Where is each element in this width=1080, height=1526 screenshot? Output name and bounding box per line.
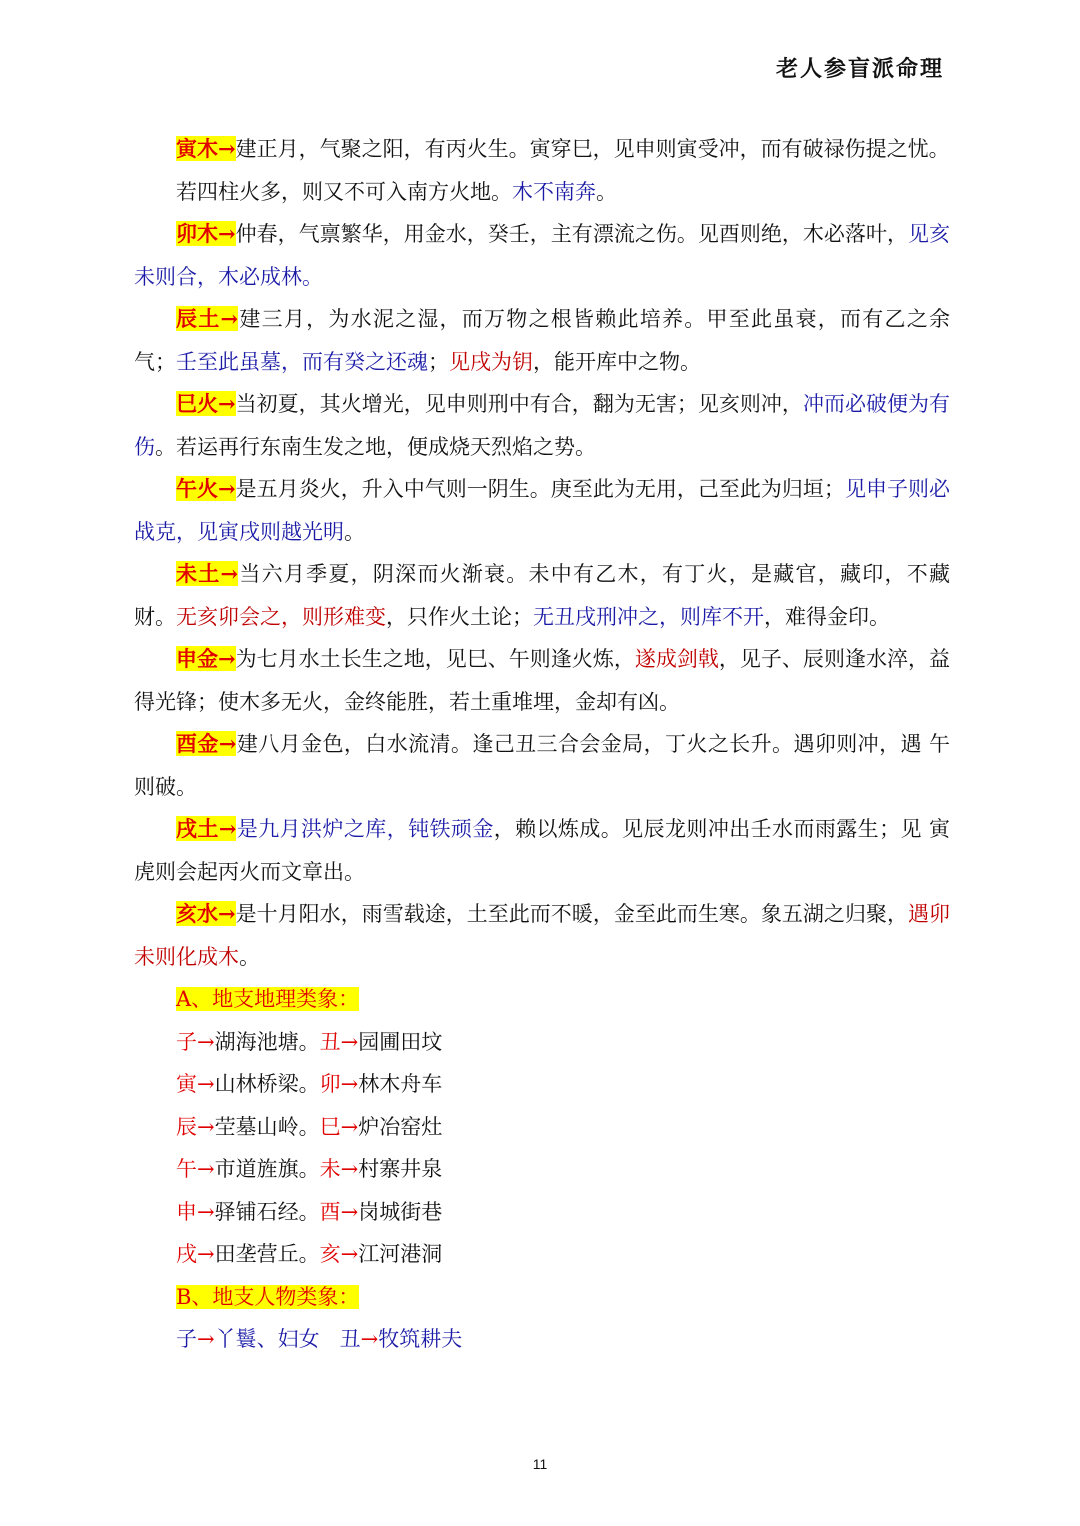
paragraph-text: 建八月金色，白水流清。逢己丑三合会金局，丁火之长升。遇卯则冲，遇 午则破。 bbox=[134, 732, 950, 799]
branch-value: 林木舟车 bbox=[358, 1072, 443, 1096]
blue-emphasis: 是九月洪炉之库，钝铁顽金 bbox=[236, 817, 494, 841]
blue-emphasis: 见亥未则合，木必成林。 bbox=[134, 222, 950, 289]
arrow-icon: → bbox=[340, 1114, 359, 1139]
arrow-icon: → bbox=[197, 1114, 215, 1139]
term-label: 戌土→ bbox=[176, 816, 237, 841]
paragraph-text-end: 。若运再行东南生发之地，便成烧天烈焰之势。 bbox=[155, 434, 596, 459]
term-label: 申金→ bbox=[176, 646, 236, 671]
blue-emphasis: 见申子则必战克，见寅戌则越光明 bbox=[134, 477, 950, 544]
branch-term: 子 bbox=[176, 1029, 197, 1054]
paragraph-text-end: ，见子、辰则逢水淬，益得光锋；使木多无火，金终能胜，若土重堆埋，金却有凶。 bbox=[134, 647, 950, 714]
branch-term: 亥 bbox=[319, 1242, 341, 1266]
branch-term: 丑 bbox=[319, 1029, 341, 1054]
section-b-list-item bbox=[134, 1318, 950, 1361]
blue-emphasis: 无丑戌刑冲之，则库不开 bbox=[533, 604, 764, 629]
arrow-icon: → bbox=[197, 1327, 215, 1351]
paragraph-text-end: ，难得金印。 bbox=[764, 604, 890, 629]
branch-value: 茔墓山岭。 bbox=[214, 1114, 320, 1139]
paragraph-text-end: ，赖以炼成。见辰龙则冲出壬水而雨露生；见 寅虎则会起丙火而文章出。 bbox=[134, 817, 950, 884]
paragraph-text: 当初夏，其火增光，见申则刑中有合，翻为无害；见亥则冲， bbox=[235, 392, 803, 416]
arrow-icon: → bbox=[340, 1029, 359, 1054]
branch-term: 未 bbox=[319, 1157, 341, 1181]
branch-value: 市道旌旗。 bbox=[214, 1157, 320, 1181]
arrow-icon: → bbox=[197, 1157, 215, 1181]
arrow-icon: → bbox=[340, 1072, 359, 1096]
list-item bbox=[134, 1021, 950, 1064]
term-label: 卯木→ bbox=[176, 221, 236, 246]
paragraph-text-end: 。 bbox=[596, 179, 617, 204]
document-header-title: 老人参盲派命理 bbox=[775, 56, 944, 82]
term-label: 寅木→ bbox=[176, 136, 236, 161]
arrow-icon: → bbox=[197, 1242, 215, 1266]
paragraph-text-end: ，能开库中之物。 bbox=[533, 349, 701, 374]
branch-value: 岗城街巷 bbox=[358, 1199, 443, 1224]
term-label: 未土→ bbox=[176, 561, 239, 586]
branch-value: 湖海池塘。 bbox=[214, 1029, 320, 1054]
section-b-heading: B、地支人物类象： bbox=[176, 1284, 360, 1309]
paragraph-si-fire bbox=[134, 383, 950, 468]
arrow-icon: → bbox=[360, 1327, 379, 1351]
paragraph-yin-wood-note bbox=[134, 171, 950, 214]
branch-value: 牧筑耕夫 bbox=[378, 1327, 463, 1351]
blue-emphasis: 壬至此虽墓，而有癸之还魂 bbox=[176, 349, 428, 374]
arrow-icon: → bbox=[197, 1199, 215, 1224]
paragraph-text-mid: ，只作火土论； bbox=[386, 604, 533, 629]
term-label: 辰土→ bbox=[176, 306, 239, 331]
branch-value: 山林桥梁。 bbox=[214, 1072, 320, 1096]
blue-emphasis: 冲而必破便为有伤 bbox=[134, 392, 951, 459]
list-item bbox=[134, 1148, 950, 1191]
term-label: 巳火→ bbox=[176, 391, 236, 416]
paragraph-shen-metal bbox=[134, 638, 950, 723]
paragraph-text: 若四柱火多，则又不可入南方火地。 bbox=[176, 179, 512, 204]
branch-term: 申 bbox=[176, 1199, 197, 1224]
list-item bbox=[134, 1191, 950, 1234]
branch-term: 戌 bbox=[176, 1242, 197, 1266]
red-emphasis: 遂成剑戟 bbox=[634, 647, 719, 671]
paragraph-wu-fire bbox=[134, 468, 950, 553]
list-item bbox=[134, 1233, 950, 1276]
branch-value: 村寨井泉 bbox=[358, 1157, 443, 1181]
arrow-icon: → bbox=[197, 1072, 215, 1096]
term-label: 午火→ bbox=[176, 476, 236, 501]
arrow-icon: → bbox=[340, 1242, 359, 1266]
document-body bbox=[134, 128, 950, 1361]
separator: ； bbox=[428, 349, 449, 374]
branch-term: 卯 bbox=[319, 1072, 341, 1096]
term-label: 酉金→ bbox=[176, 731, 237, 756]
red-emphasis: 见戌为钥 bbox=[449, 349, 533, 374]
branch-value: 田垄营丘。 bbox=[214, 1242, 320, 1266]
section-a-heading-line bbox=[134, 978, 950, 1021]
arrow-icon: → bbox=[197, 1029, 215, 1054]
branch-term: 酉 bbox=[319, 1199, 341, 1224]
list-item bbox=[134, 1063, 950, 1106]
paragraph-text: 建三月，为水泥之湿，而万物之根皆赖此培养。甲至此虽衰，而有乙之余 气； bbox=[134, 307, 950, 374]
paragraph-text: 建正月，气聚之阳，有丙火生。寅穿巳，见申则寅受冲，而有破禄伤提之忧。 bbox=[235, 137, 950, 161]
arrow-icon: → bbox=[340, 1157, 359, 1181]
branch-term: 巳 bbox=[319, 1114, 341, 1139]
branch-value: 驿铺石经。 bbox=[214, 1199, 320, 1224]
paragraph-mao-wood bbox=[134, 213, 950, 298]
paragraph-hai-water bbox=[134, 893, 950, 978]
term-label: 亥水→ bbox=[176, 901, 236, 926]
paragraph-wei-earth bbox=[134, 553, 950, 638]
section-a-heading: A、地支地理类象： bbox=[176, 987, 360, 1011]
section-b-heading-line bbox=[134, 1276, 950, 1319]
branch-term: 寅 bbox=[176, 1072, 197, 1096]
branch-value: 园圃田坟 bbox=[358, 1029, 443, 1054]
branch-value: 丫鬟、妇女 bbox=[214, 1327, 320, 1351]
paragraph-text: 是五月炎火，升入中气则一阴生。庚至此为无用，己至此为归垣； bbox=[235, 477, 845, 501]
paragraph-text: 仲春，气禀繁华，用金水，癸壬，主有漂流之伤。见酉则绝，木必落叶， bbox=[235, 222, 908, 246]
red-emphasis: 无亥卯会之，则形难变 bbox=[176, 604, 386, 629]
arrow-icon: → bbox=[340, 1199, 359, 1224]
branch-term: 午 bbox=[176, 1157, 197, 1181]
branch-value: 江河港洞 bbox=[358, 1242, 443, 1266]
section-a-list bbox=[134, 1021, 950, 1276]
red-emphasis: 遇卯未则化成木 bbox=[134, 902, 950, 969]
list-item bbox=[134, 1106, 950, 1149]
paragraph-text: 为七月水土长生之地，见巳、午则逢火炼， bbox=[235, 647, 635, 671]
branch-term: 丑 bbox=[339, 1327, 361, 1351]
paragraph-text: 是十月阳水，雨雪载途，土至此而不暖，金至此而生寒。象五湖之归聚， bbox=[235, 902, 908, 926]
paragraph-you-metal bbox=[134, 723, 950, 808]
branch-value: 炉冶窑灶 bbox=[358, 1114, 443, 1139]
branch-term: 辰 bbox=[176, 1114, 197, 1139]
branch-term: 子 bbox=[176, 1327, 197, 1351]
blue-emphasis: 木不南奔 bbox=[512, 179, 596, 204]
paragraph-text-end: 。 bbox=[239, 944, 260, 969]
page-number: 11 bbox=[532, 1456, 548, 1472]
paragraph-text-end: 。 bbox=[344, 519, 365, 544]
paragraph-chen-earth bbox=[134, 298, 950, 383]
paragraph-xu-earth bbox=[134, 808, 950, 893]
paragraph-yin-wood bbox=[134, 128, 950, 171]
paragraph-text: 当六月季夏，阴深而火渐衰。未中有乙木，有丁火，是藏官，藏印，不藏 财。 bbox=[134, 562, 950, 629]
